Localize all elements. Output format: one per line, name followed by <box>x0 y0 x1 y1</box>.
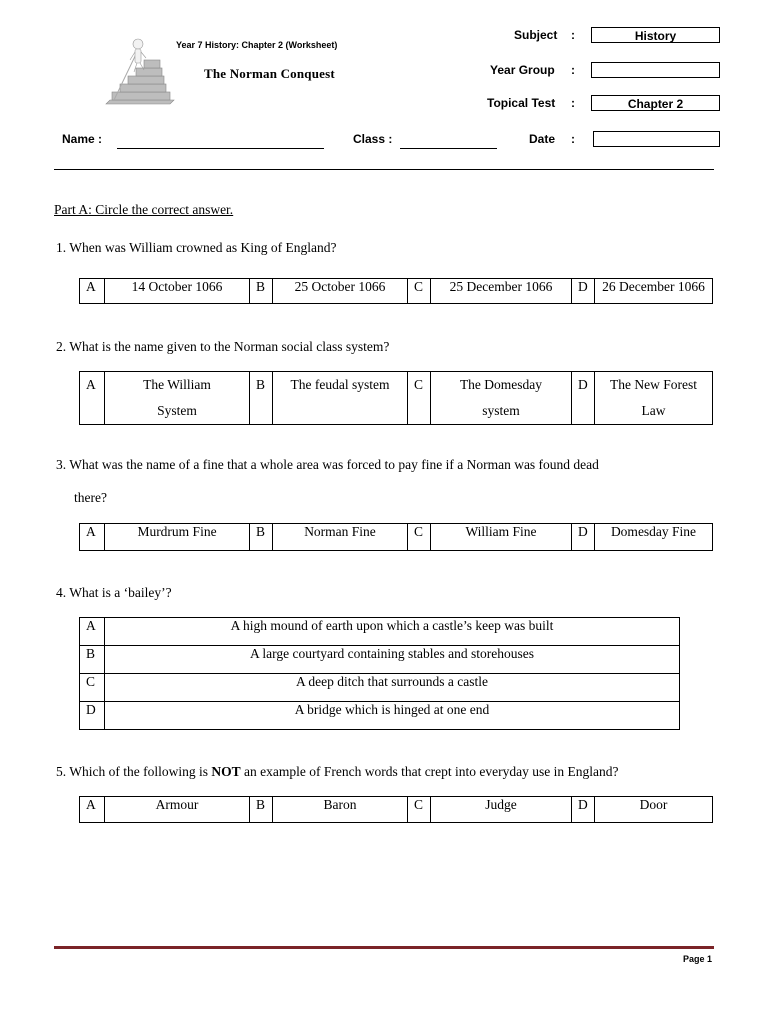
option-line: The William <box>143 377 211 392</box>
question-5 <box>56 764 619 780</box>
option-text[interactable] <box>595 372 713 425</box>
option-text[interactable]: Murdrum Fine <box>105 524 250 551</box>
name-label: Name : <box>62 132 103 146</box>
question-3-options <box>79 523 713 551</box>
topical-test-label: Topical Test <box>487 96 556 110</box>
colon: : <box>571 96 575 110</box>
option-text[interactable]: Door <box>595 797 713 823</box>
question-5-options <box>79 796 713 823</box>
option-letter[interactable]: D <box>572 797 595 823</box>
option-text[interactable]: Domesday Fine <box>595 524 713 551</box>
option-text[interactable]: A large courtyard containing stables and storehouses <box>105 646 680 674</box>
option-text[interactable] <box>431 372 572 425</box>
topical-test-field[interactable]: Chapter 2 <box>591 95 720 111</box>
option-text[interactable] <box>105 372 250 425</box>
option-text[interactable]: William Fine <box>431 524 572 551</box>
option-letter[interactable]: B <box>80 646 105 674</box>
option-line: The New Forest <box>610 377 697 392</box>
option-letter[interactable]: C <box>80 674 105 702</box>
option-letter[interactable]: A <box>80 797 105 823</box>
option-text[interactable] <box>273 372 408 425</box>
option-line: system <box>482 403 520 418</box>
header-divider <box>54 169 714 170</box>
footer-bar <box>54 946 714 949</box>
question-4-options <box>79 617 680 730</box>
option-text[interactable]: 25 December 1066 <box>431 279 572 304</box>
question-4: 4. What is a ‘bailey’? <box>56 585 172 600</box>
question-2-options <box>79 371 713 425</box>
option-letter[interactable]: B <box>250 279 273 304</box>
option-line: Law <box>641 403 666 418</box>
option-letter[interactable]: B <box>250 372 273 425</box>
date-label: Date <box>529 132 556 146</box>
option-line: The feudal system <box>290 377 390 392</box>
option-letter[interactable]: A <box>80 372 105 425</box>
option-text[interactable]: 14 October 1066 <box>105 279 250 304</box>
option-letter[interactable]: A <box>80 618 105 646</box>
option-text[interactable]: Judge <box>431 797 572 823</box>
option-text[interactable]: A bridge which is hinged at one end <box>105 702 680 730</box>
option-letter[interactable]: D <box>80 702 105 730</box>
option-text[interactable]: A high mound of earth upon which a castle’s keep was built <box>105 618 680 646</box>
option-letter[interactable]: C <box>408 524 431 551</box>
option-text[interactable]: 26 December 1066 <box>595 279 713 304</box>
option-text[interactable]: 25 October 1066 <box>273 279 408 304</box>
page-number: Page 1 <box>683 954 713 964</box>
option-letter[interactable]: B <box>250 524 273 551</box>
class-field[interactable] <box>400 148 497 149</box>
option-text[interactable]: Norman Fine <box>273 524 408 551</box>
stairs-climber-icon <box>104 36 176 106</box>
colon: : <box>571 63 575 77</box>
option-letter[interactable]: C <box>408 372 431 425</box>
option-letter[interactable]: C <box>408 797 431 823</box>
year-group-label: Year Group <box>490 63 555 77</box>
class-label: Class : <box>353 132 393 146</box>
option-letter[interactable]: D <box>572 372 595 425</box>
part-a-heading: Part A: Circle the correct answer. <box>54 202 234 217</box>
option-letter[interactable]: B <box>250 797 273 823</box>
year-group-field[interactable] <box>591 62 720 78</box>
worksheet-subtitle: Year 7 History: Chapter 2 (Worksheet) <box>176 40 338 50</box>
question-3: 3. What was the name of a fine that a whole area was forced to pay fine if a Norman was found dead <box>56 457 599 472</box>
colon: : <box>571 132 575 146</box>
option-text[interactable]: Armour <box>105 797 250 823</box>
subject-label: Subject <box>514 28 558 42</box>
colon: : <box>571 28 575 42</box>
question-2: 2. What is the name given to the Norman social class system? <box>56 339 390 354</box>
question-5-emphasis: NOT <box>211 764 241 779</box>
date-field[interactable] <box>593 131 720 147</box>
option-letter[interactable]: A <box>80 279 105 304</box>
option-letter[interactable]: D <box>572 524 595 551</box>
question-3-continued: there? <box>74 490 107 505</box>
question-1-options <box>79 278 713 304</box>
subject-field[interactable]: History <box>591 27 720 43</box>
option-letter[interactable]: A <box>80 524 105 551</box>
name-field[interactable] <box>117 148 324 149</box>
option-letter[interactable]: D <box>572 279 595 304</box>
option-text[interactable]: Baron <box>273 797 408 823</box>
question-5-text: 5. Which of the following is <box>56 764 212 779</box>
question-5-text-end: an example of French words that crept into everyday use in England? <box>240 764 619 779</box>
option-line: The Domesday <box>459 377 543 392</box>
option-letter[interactable]: C <box>408 279 431 304</box>
worksheet-title: The Norman Conquest <box>204 66 335 81</box>
option-text[interactable]: A deep ditch that surrounds a castle <box>105 674 680 702</box>
option-line: System <box>157 403 197 418</box>
question-1: 1. When was William crowned as King of England? <box>56 240 337 255</box>
